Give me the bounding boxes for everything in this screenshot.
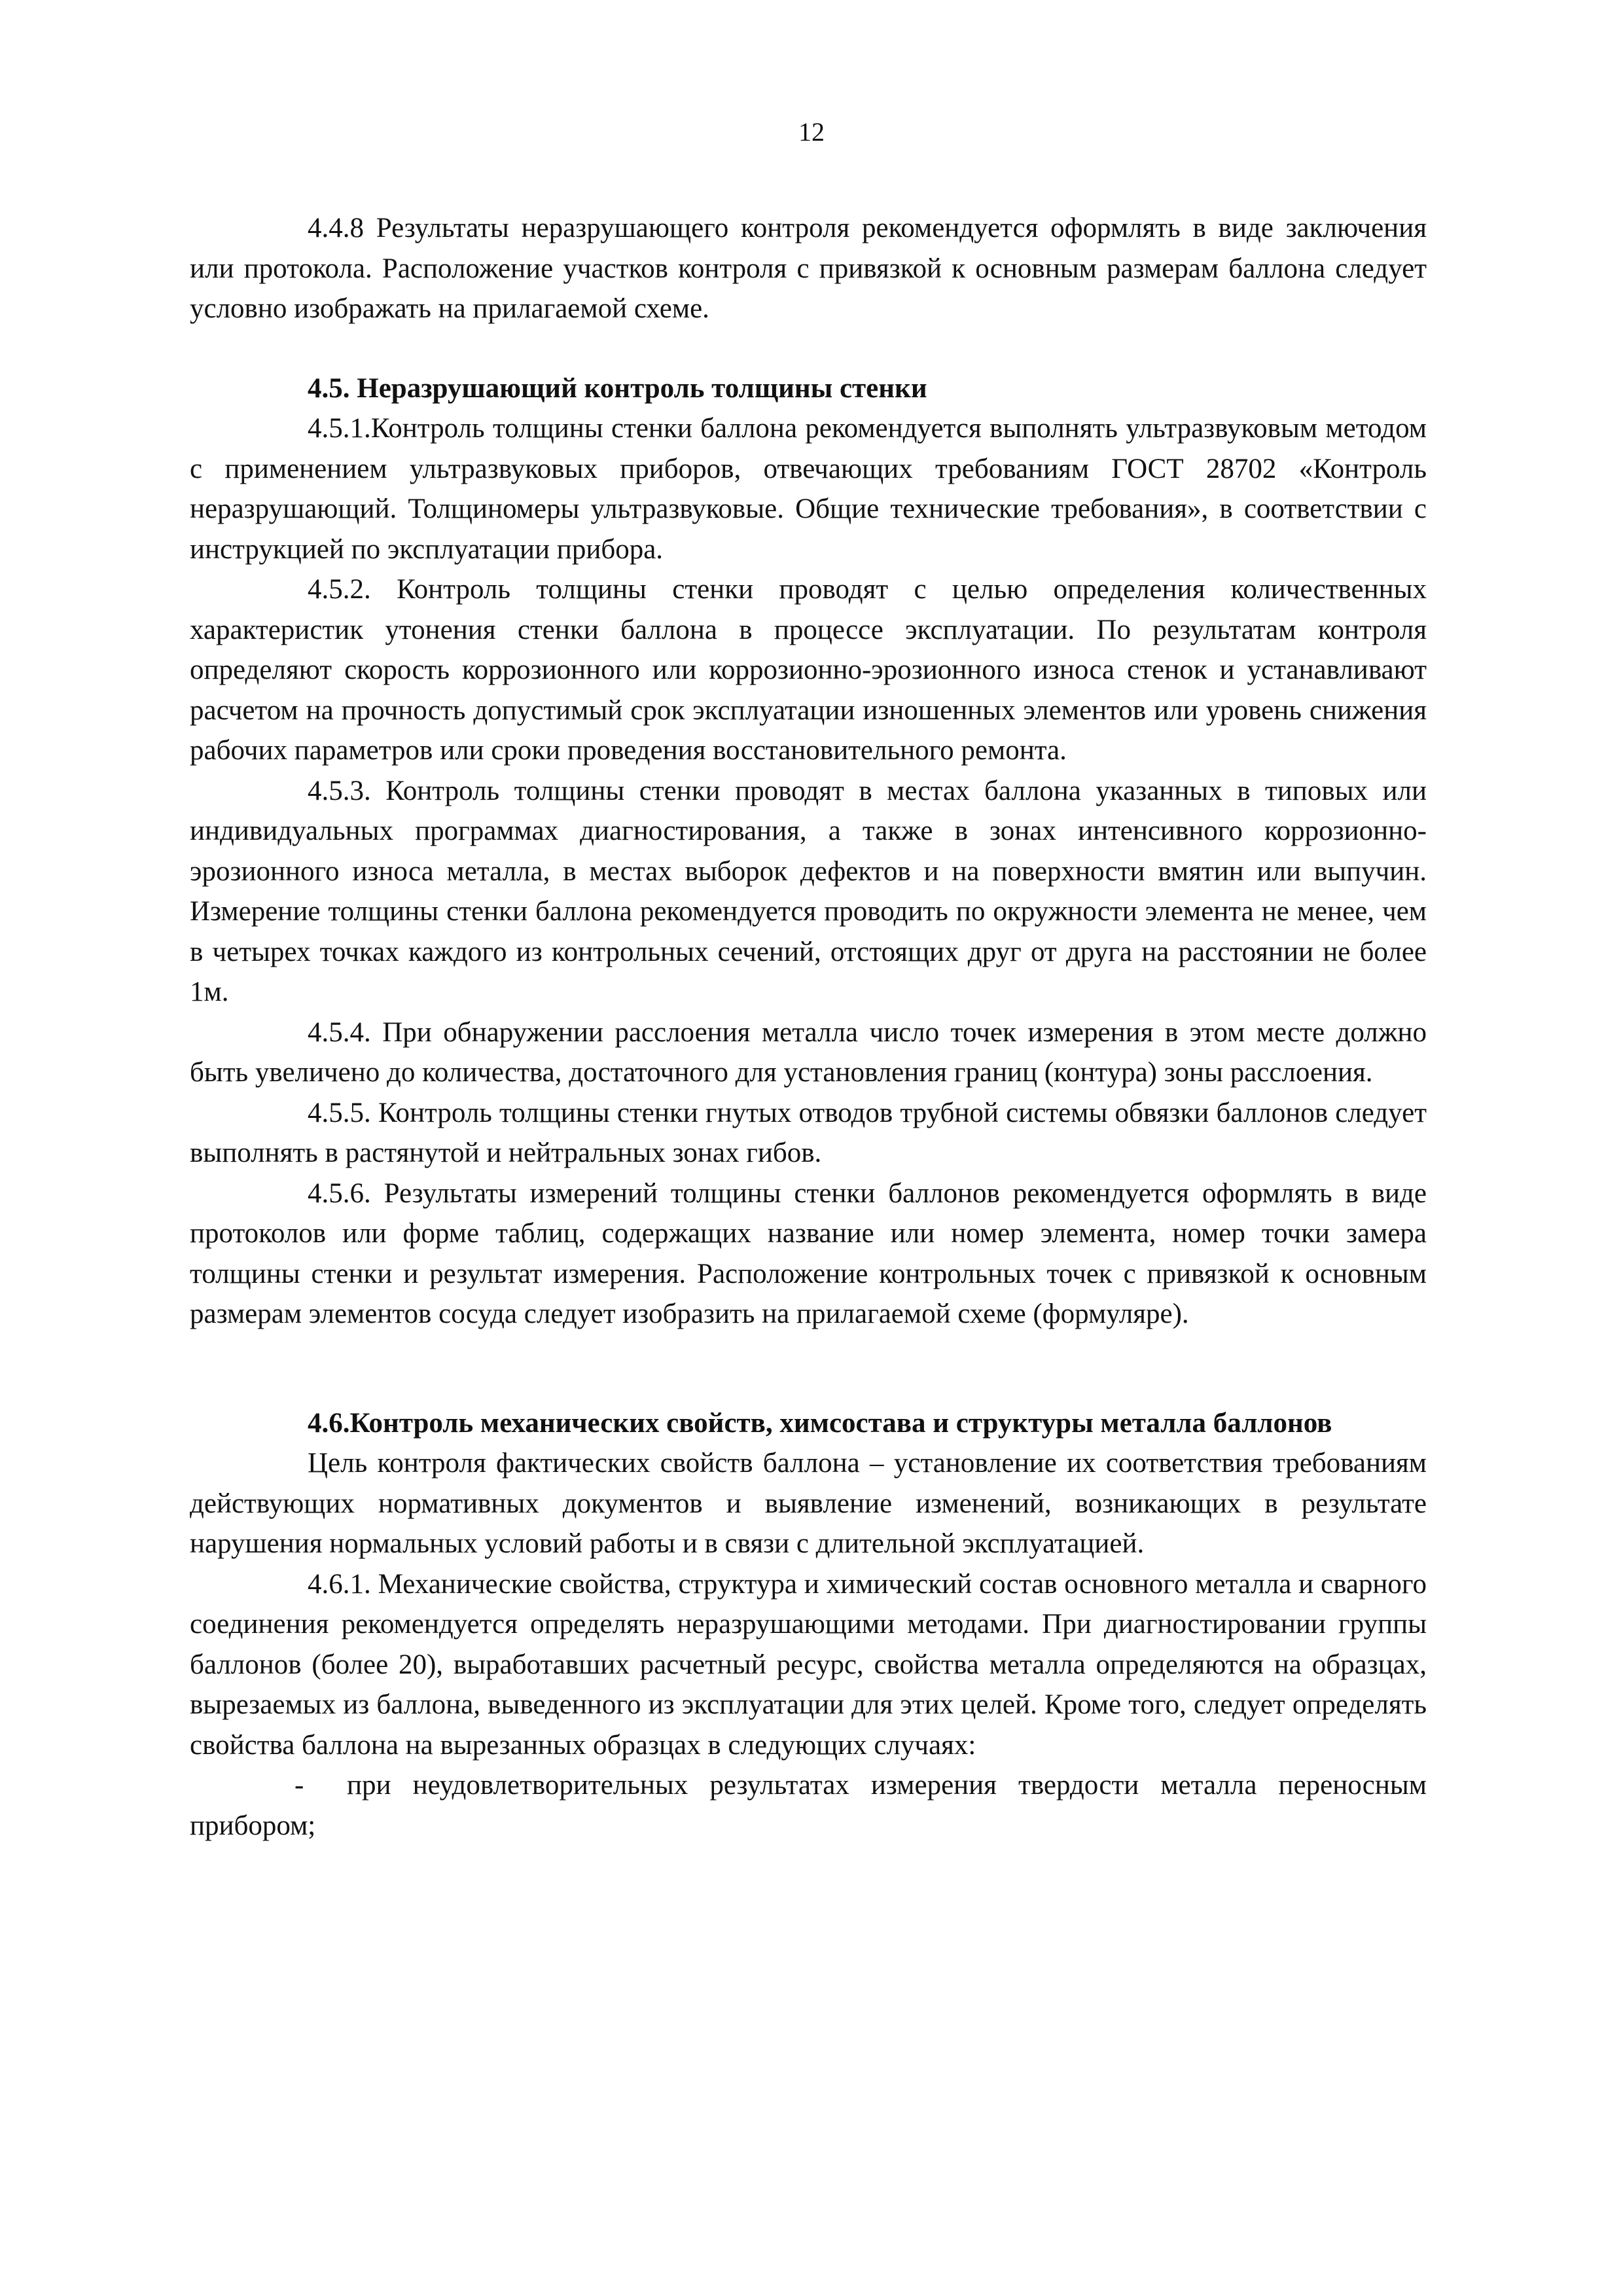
section-heading-4-6: 4.6.Контроль механических свойств, химсостава и структуры металла баллонов (308, 1407, 1332, 1439)
document-body (190, 208, 1427, 1846)
paragraph-4-4-8: 4.4.8 Результаты неразрушающего контроля рекомендуется оформлять в виде заключения или протокола. Расположение участков контроля с привязкой к основным размерам баллона следует условно изображать на прилагаемой схеме. (190, 213, 1427, 324)
paragraph-4-5-3: 4.5.3. Контроль толщины стенки проводят в местах баллона указанных в типовых или индивидуальных программах диагностирования, а также в зонах интенсивного коррозионно-эрозионного износа металла, в местах выборок дефектов и на поверхности вмятин или выпучин. Измерение толщины стенки баллона рекомендуется проводить по окружности элемента не менее, чем в четырех точках каждого из контрольных сечений, отстоящих друг от друга на расстоянии не более 1м. (190, 775, 1427, 1007)
bullet-item (190, 1765, 1427, 1846)
spacer (190, 1335, 1427, 1403)
paragraph-4-6-goal: Цель контроля фактических свойств баллона – установление их соответствия требованиям действующих нормативных документов и выявление изменений, возникающих в результате нарушения нормальных условий работы и в связи с длительной эксплуатацией. (190, 1448, 1427, 1559)
paragraph-4-5-6: 4.5.6. Результаты измерений толщины стенки баллонов рекомендуется оформлять в виде протоколов или форме таблиц, содержащих название или номер элемента, номер точки замера толщины стенки и результат измерения. Расположение контрольных точек с привязкой к основным размерам элементов сосуда следует изобразить на прилагаемой схеме (формуляре). (190, 1177, 1427, 1329)
spacer (190, 329, 1427, 368)
bullet-text: при неудовлетворительных результатах измерения твердости металла переносным прибором; (190, 1770, 1427, 1841)
paragraph-4-6-1: 4.6.1. Механические свойства, структура и химический состав основного металла и сварного соединения рекомендуется определять неразрушающими методами. При диагностировании группы баллонов (более 20), выработавших расчетный ресурс, свойства металла определяются на образцах, вырезаемых из баллона, выведенного из эксплуатации для этих целей. Кроме того, следует определять свойства баллона на вырезанных образцах в следующих случаях: (190, 1568, 1427, 1761)
paragraph-4-5-4: 4.5.4. При обнаружении расслоения металла число точек измерения в этом месте должно быть увеличено до количества, достаточного для установления границ (контура) зоны расслоения. (190, 1016, 1427, 1088)
paragraph-4-5-5: 4.5.5. Контроль толщины стенки гнутых отводов трубной системы обвязки баллонов следует выполнять в растянутой и нейтральных зонах гибов. (190, 1097, 1427, 1168)
paragraph-4-5-2: 4.5.2. Контроль толщины стенки проводят с целью определения количественных характеристик утонения стенки баллона в процессе эксплуатации. По результатам контроля определяют скорость коррозионного или коррозионно-эрозионного износа стенок и устанавливают расчетом на прочность допустимый срок эксплуатации изношенных элементов или уровень снижения рабочих параметров или сроки проведения восстановительного ремонта. (190, 574, 1427, 766)
paragraph-4-5-1: 4.5.1.Контроль толщины стенки баллона рекомендуется выполнять ультразвуковым методом с применением ультразвуковых приборов, отвечающих требованиям ГОСТ 28702 «Контроль неразрушающий. Толщиномеры ультразвуковые. Общие технические требования», в соответствии с инструкцией по эксплуатации прибора. (190, 413, 1427, 565)
section-heading-4-5: 4.5. Неразрушающий контроль толщины стенки (308, 372, 927, 404)
bullet-marker: - (294, 1770, 304, 1801)
page-number: 12 (798, 117, 825, 147)
